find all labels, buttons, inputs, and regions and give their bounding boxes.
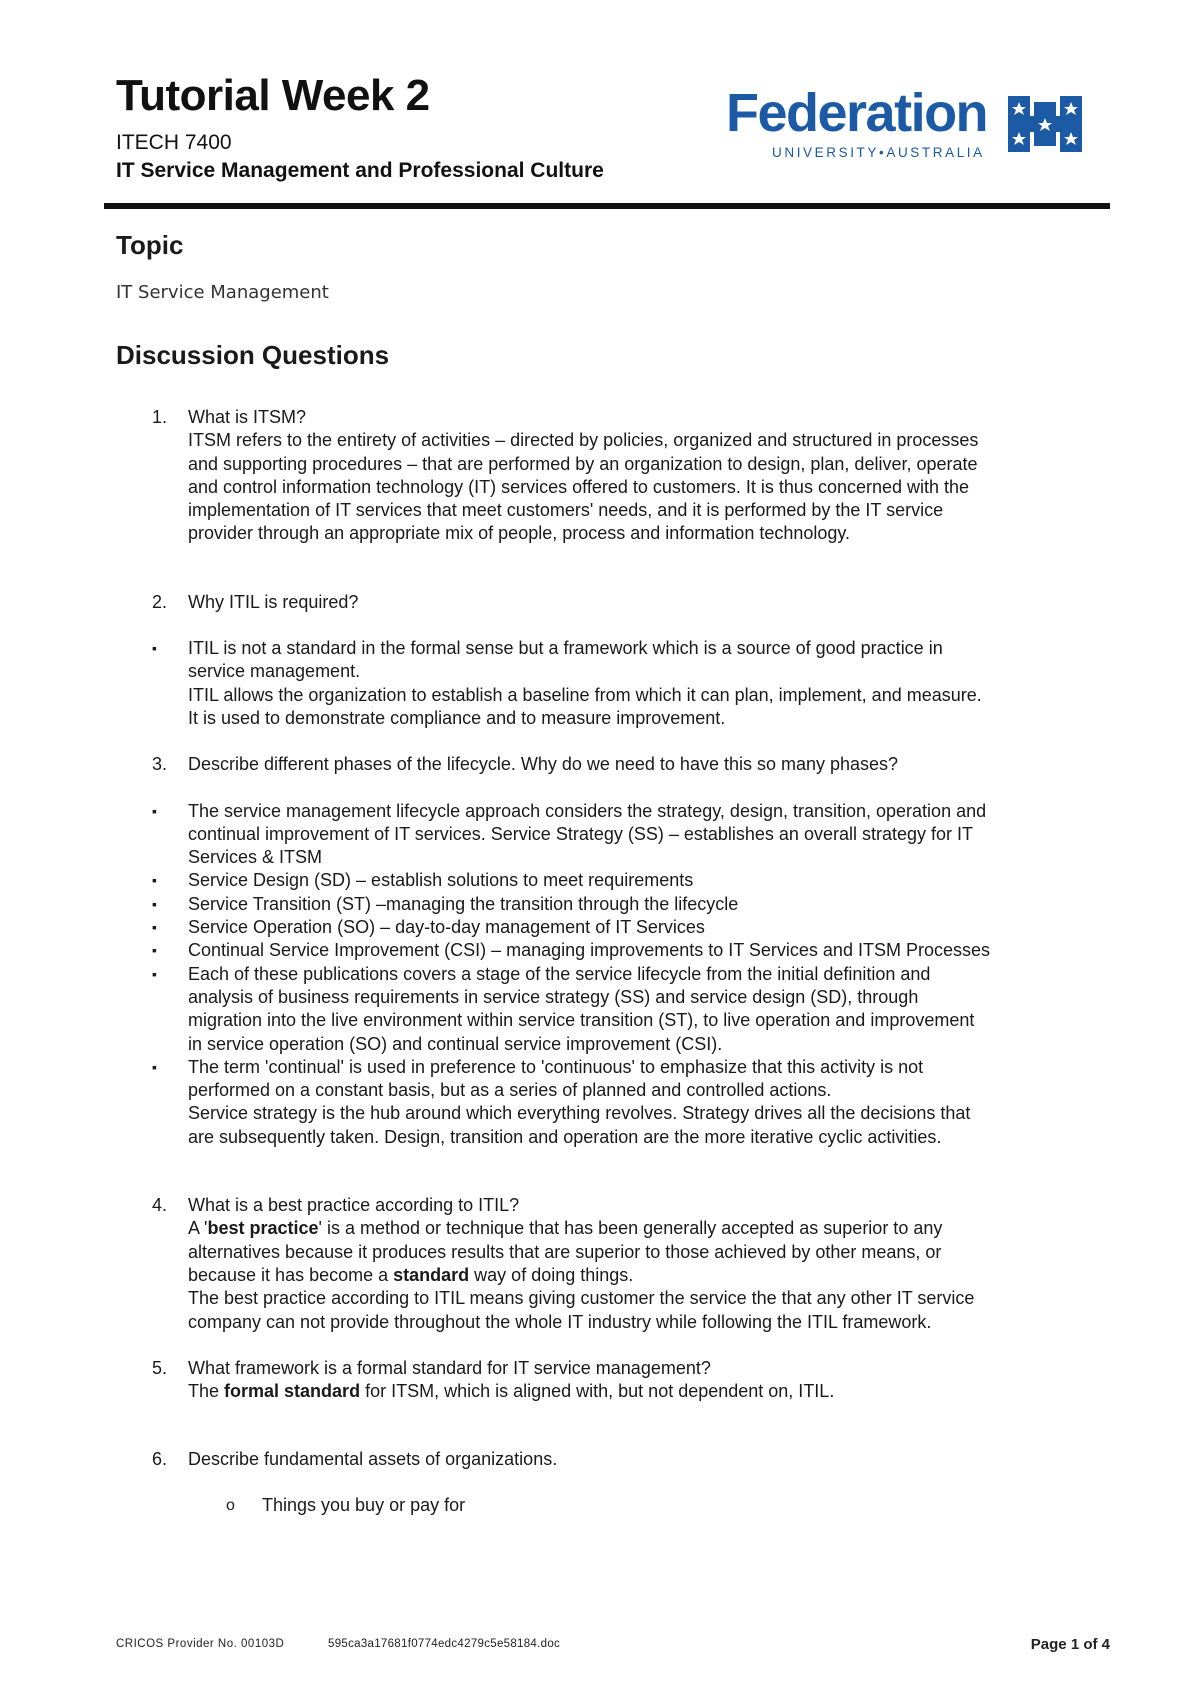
bold-term: best practice xyxy=(207,1218,319,1239)
answer-line: continual improvement of IT services. Service Strategy (SS) – establishes an overall strategy for IT xyxy=(188,823,973,844)
question-list xyxy=(116,406,1110,1517)
question-1 xyxy=(116,406,1110,546)
document-header xyxy=(116,71,1110,184)
question-number: 1. xyxy=(152,407,168,427)
list-item xyxy=(116,893,1110,916)
answer-line: The service management lifecycle approach considers the strategy, design, transition, operation and xyxy=(188,800,987,821)
answer-line: ITSM refers to the entirety of activities – directed by policies, organized and structured in processes xyxy=(188,430,979,451)
answer-line: provider through an appropriate mix of people, process and information technology. xyxy=(188,523,851,544)
question-text: What is ITSM? xyxy=(188,407,307,427)
answer-line: ITIL allows the organization to establish a baseline from which it can plan, implement, and measure. xyxy=(188,684,982,705)
question-text: Describe different phases of the lifecycle. Why do we need to have this so many phases? xyxy=(188,754,899,775)
document-filename: 595ca3a17681f0774edc4279c5e58184.doc xyxy=(328,1638,561,1650)
answer-line: because it has become a standard way of doing things. xyxy=(188,1264,634,1285)
page-footer xyxy=(116,1636,1110,1656)
list-item xyxy=(116,637,1110,730)
bullet-marker: ▪ xyxy=(152,919,157,936)
question-number: 2. xyxy=(152,591,168,612)
question-6 xyxy=(116,1448,1110,1471)
answer-line: It is used to demonstrate compliance and to measure improvement. xyxy=(188,707,726,728)
bold-term: formal standard xyxy=(224,1381,361,1402)
question-text: Why ITIL is required? xyxy=(188,591,359,612)
question-3 xyxy=(116,753,1110,776)
discussion-heading: Discussion Questions xyxy=(116,340,390,370)
question-number: 5. xyxy=(152,1357,168,1378)
answer-line: service management. xyxy=(188,661,361,682)
answer-line: alternatives because it produces results that are superior to those achieved by other means, or xyxy=(188,1241,942,1262)
page-number: Page 1 of 4 xyxy=(1030,1636,1110,1653)
answer-line: Continual Service Improvement (CSI) – managing improvements to IT Services and ITSM Processes xyxy=(188,940,990,961)
answer-line: and control information technology (IT) services offered to customers. It is thus concerned with the xyxy=(188,476,970,497)
answer-line: The term 'continual' is used in preference to 'continuous' to emphasize that this activity is not xyxy=(188,1056,924,1077)
bullet-marker: ▪ xyxy=(152,872,157,889)
sub-item-text: Things you buy or pay for xyxy=(262,1494,466,1515)
answer-line: Services & ITSM xyxy=(188,847,323,868)
course-code: ITECH 7400 xyxy=(116,131,232,154)
answer-line: and supporting procedures – that are performed by an organization to design, plan, deliver, operate xyxy=(188,453,978,474)
answer-line: Service Design (SD) – establish solutions to meet requirements xyxy=(188,870,694,891)
question-2 xyxy=(116,591,1110,614)
bold-term: standard xyxy=(393,1264,470,1285)
topic-heading: Topic xyxy=(116,230,184,260)
answer-line: The formal standard for ITSM, which is aligned with, but not dependent on, ITIL. xyxy=(188,1381,835,1402)
list-item xyxy=(116,869,1110,892)
sub-bullet-marker: o xyxy=(226,1496,235,1514)
answer-line: Each of these publications covers a stage of the service lifecycle from the initial definition and xyxy=(188,963,931,984)
question-number: 4. xyxy=(152,1195,168,1216)
answer-line: performed on a constant basis, but as a series of planned and controlled actions. xyxy=(188,1080,832,1101)
answer-line: migration into the live environment within service transition (ST), to live operation and improvement xyxy=(188,1010,975,1031)
federation-university-logo xyxy=(726,83,1110,162)
header-divider xyxy=(104,203,1110,209)
list-item xyxy=(116,1056,1110,1149)
bullet-marker: ▪ xyxy=(152,942,157,959)
answer-line: The best practice according to ITIL means giving customer the service the that any other IT service xyxy=(188,1288,975,1309)
answer-line: Service Operation (SO) – day-to-day management of IT Services xyxy=(188,917,705,938)
bullet-marker: ▪ xyxy=(152,802,157,819)
answer-line: are subsequently taken. Design, transition and operation are the more iterative cyclic activities. xyxy=(188,1126,942,1147)
logo-wordmark: Federation xyxy=(726,83,988,143)
sub-list-item xyxy=(116,1494,1110,1517)
answer-line: Service Transition (ST) –managing the transition through the lifecycle xyxy=(188,893,739,914)
answer-line: company can not provide throughout the whole IT industry while following the ITIL framework. xyxy=(188,1311,932,1332)
question-5 xyxy=(116,1357,1110,1404)
answer-line: Service strategy is the hub around which everything revolves. Strategy drives all the decisions that xyxy=(188,1103,971,1124)
question-number: 6. xyxy=(152,1449,168,1470)
bullet-marker: ▪ xyxy=(152,640,157,657)
question-text: Describe fundamental assets of organizations. xyxy=(188,1449,558,1470)
question-text: What is a best practice according to ITIL? xyxy=(188,1195,520,1216)
course-name: IT Service Management and Professional Culture xyxy=(116,159,604,182)
cricos-provider: CRICOS Provider No. 00103D xyxy=(116,1638,285,1650)
bullet-marker: ▪ xyxy=(152,965,157,982)
question-text: What framework is a formal standard for IT service management? xyxy=(188,1357,711,1378)
answer-line: ITIL is not a standard in the formal sense but a framework which is a source of good practice in xyxy=(188,638,943,659)
question-4 xyxy=(116,1194,1110,1334)
answer-line: A 'best practice' is a method or technique that has been generally accepted as superior to any xyxy=(188,1218,943,1239)
list-item xyxy=(116,916,1110,939)
document-title: Tutorial Week 2 xyxy=(116,71,430,120)
list-item xyxy=(116,939,1110,962)
bullet-marker: ▪ xyxy=(152,1058,157,1075)
answer-line: implementation of IT services that meet customers' needs, and it is performed by the IT service xyxy=(188,500,944,521)
document-body xyxy=(116,232,1110,1517)
topic-text: IT Service Management xyxy=(116,282,329,303)
bullet-marker: ▪ xyxy=(152,895,157,912)
southern-cross-flag-icon xyxy=(1008,92,1082,156)
logo-subtitle: UNIVERSITY•AUSTRALIA xyxy=(772,145,985,160)
answer-line: analysis of business requirements in service strategy (SS) and service design (SD), through xyxy=(188,986,919,1007)
answer-line: in service operation (SO) and continual service improvement (CSI). xyxy=(188,1033,723,1054)
question-number: 3. xyxy=(152,754,168,775)
list-item xyxy=(116,800,1110,870)
list-item xyxy=(116,963,1110,1056)
